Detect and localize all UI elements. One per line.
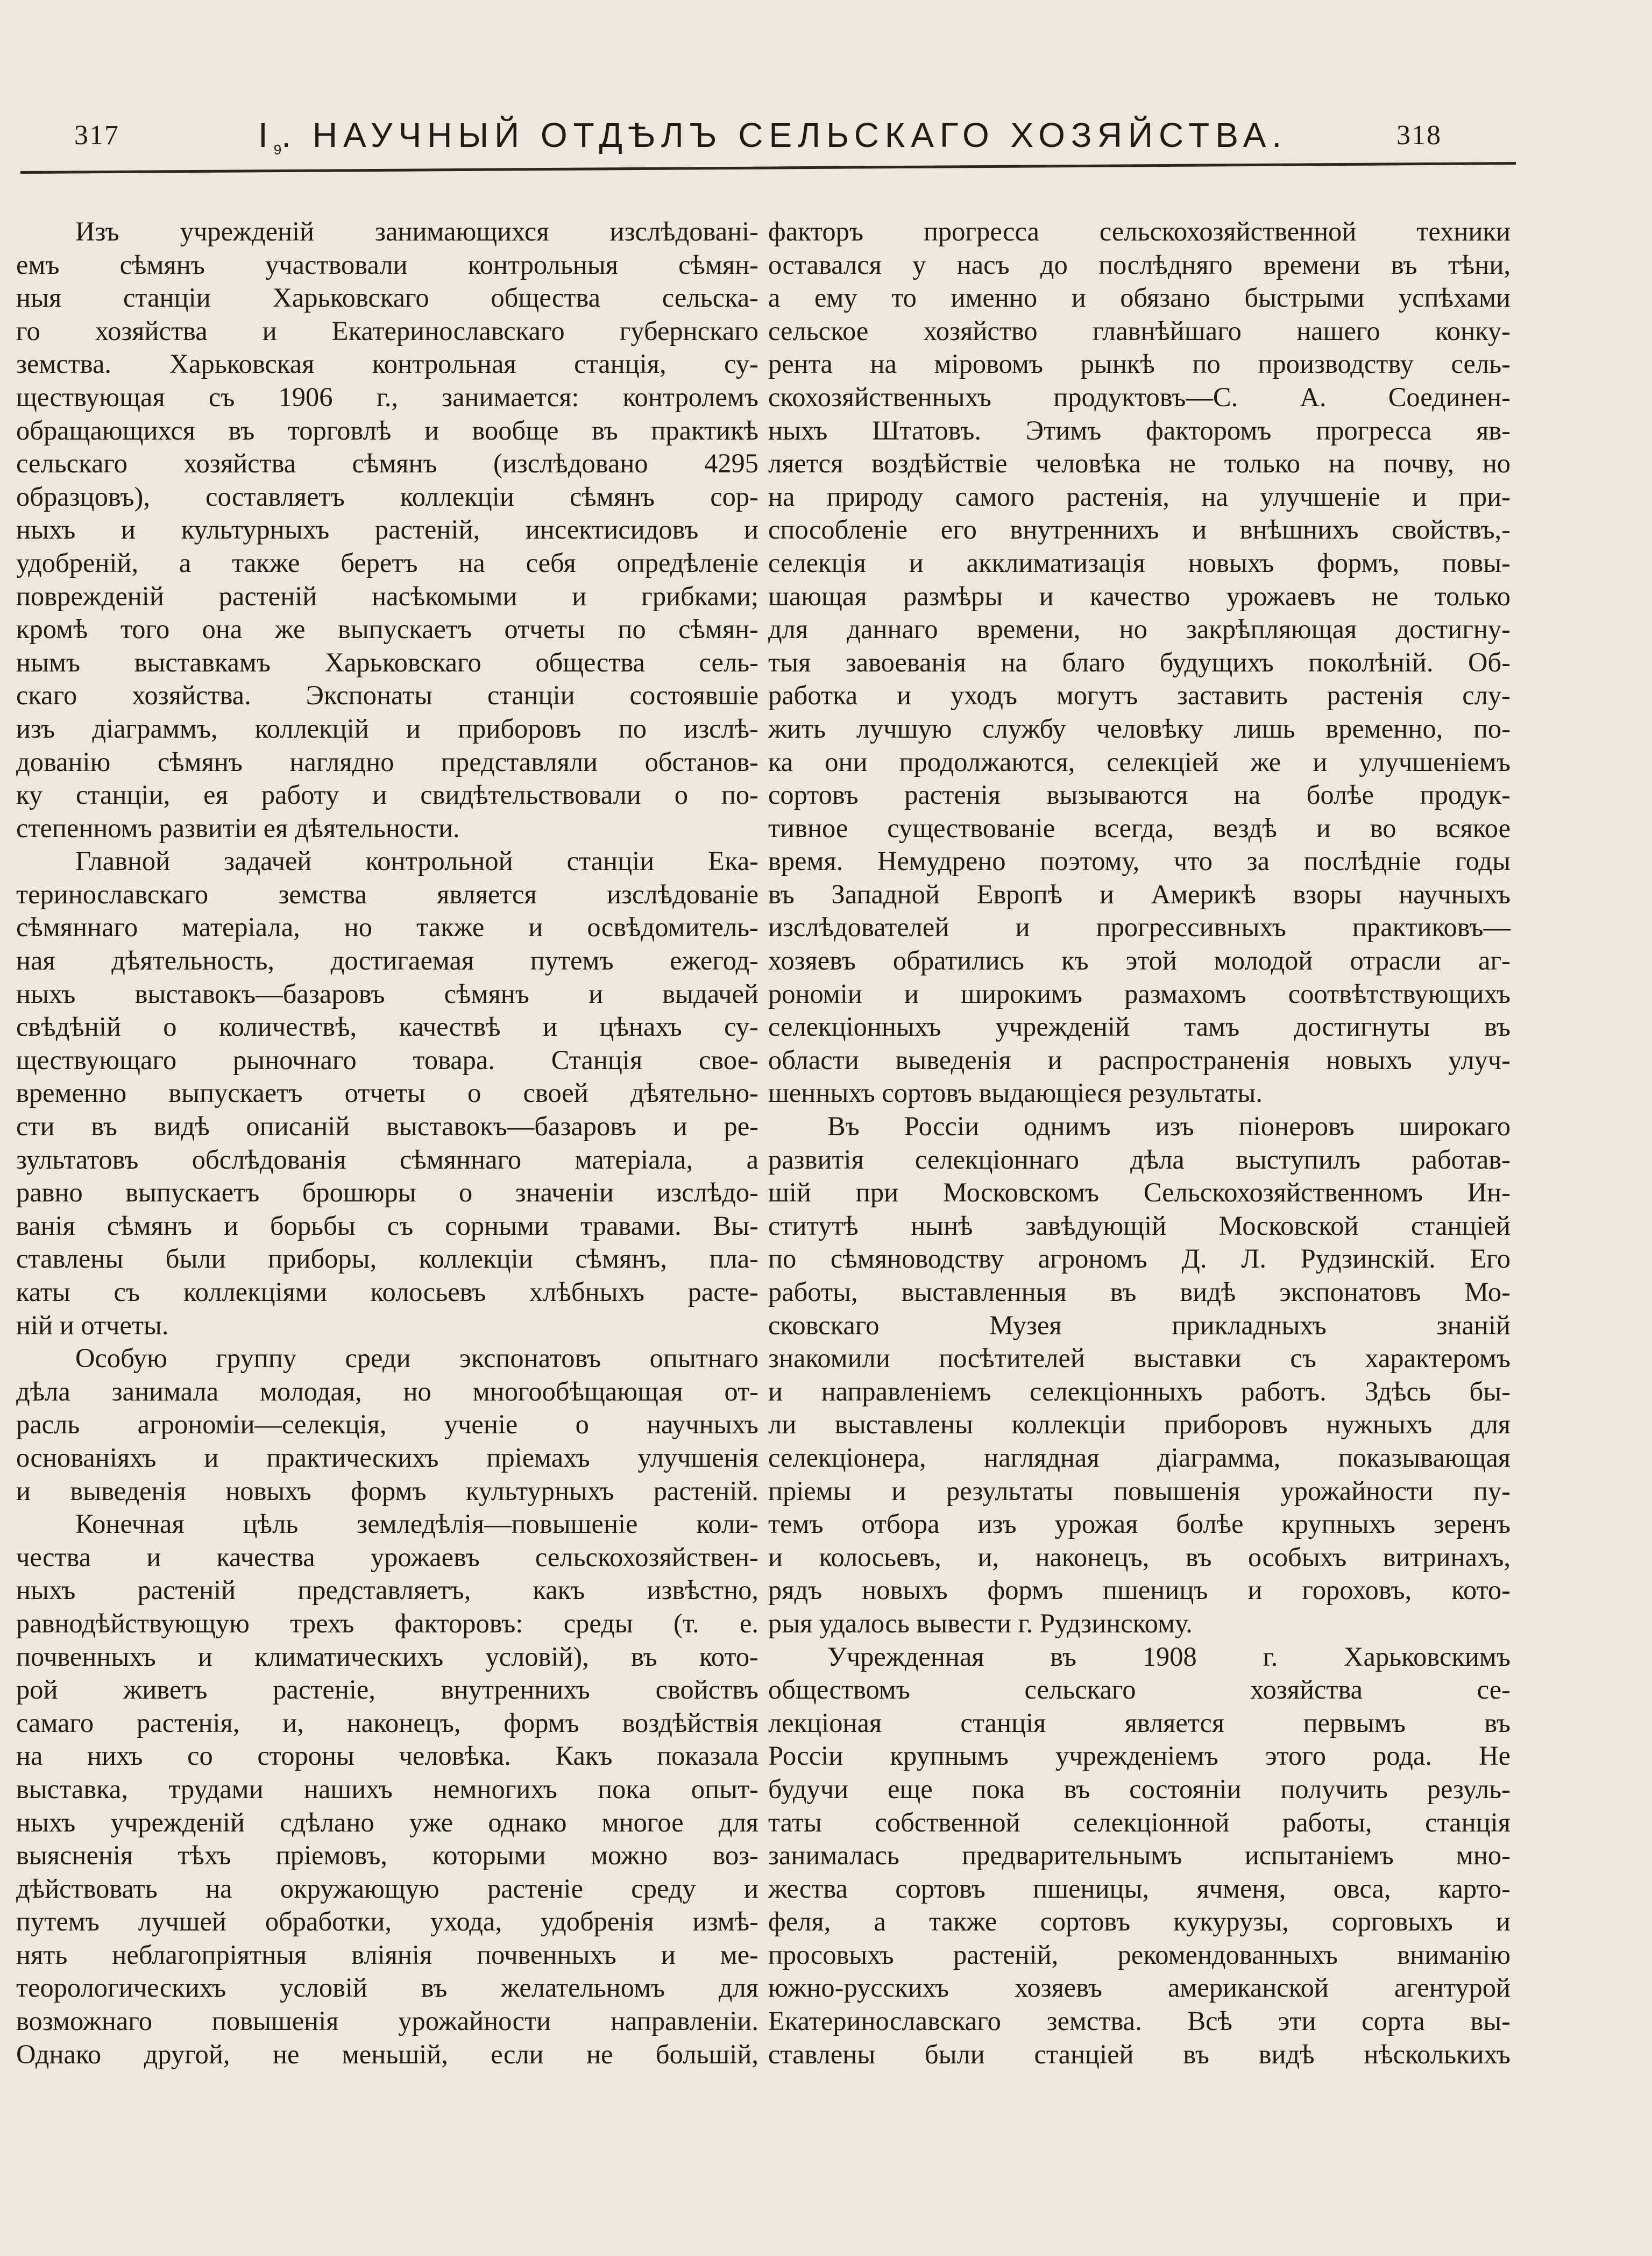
running-header-title <box>258 115 1288 158</box>
text-line: ществующая съ 1906 г., занимается: контролемъ <box>16 381 758 412</box>
text-line: Однако другой, не меньшій, если не большій, <box>16 2039 758 2069</box>
text-line: тыя завоеванія на благо будущихъ поколѣній. Об- <box>768 647 1511 677</box>
header-title-numeral: I <box>258 116 274 154</box>
text-line: способленіе его внутреннихъ и внѣшнихъ свойствъ,- <box>768 514 1511 545</box>
text-line: ставлены были станціей въ видѣ нѣсколькихъ <box>768 2039 1511 2069</box>
text-line: шающая размѣры и качество урожаевъ не только <box>768 581 1511 611</box>
text-line: будучи еще пока въ состояніи получить резуль- <box>768 1773 1511 1804</box>
text-line: ществующаго рыночнаго товара. Станція свое- <box>16 1044 758 1075</box>
text-line: Учрежденная въ 1908 г. Харьковскимъ <box>827 1641 1511 1672</box>
text-line: рядъ новыхъ формъ пшеницъ и гороховъ, кото- <box>768 1575 1511 1606</box>
header-rule <box>20 162 1516 174</box>
text-line: жить лучшую службу человѣку лишь временно, по- <box>768 713 1511 744</box>
text-line: хозяевъ обратились къ этой молодой отрасли аг- <box>768 945 1511 976</box>
text-line: рой живетъ растеніе, внутреннихъ свойствъ <box>16 1674 758 1705</box>
text-line: сельское хозяйство главнѣйшаго нашего конку- <box>768 315 1511 346</box>
text-line: сти въ видѣ описаній выставокъ—базаровъ и ре- <box>16 1111 758 1142</box>
text-line: Россіи крупнымъ учрежденіемъ этого рода. Не <box>768 1741 1511 1771</box>
text-line: ная дѣятельность, достигаемая путемъ ежегод- <box>16 945 758 976</box>
text-line: лекціоная станція является первымъ въ <box>768 1707 1511 1738</box>
text-line: и направленіемъ селекціонныхъ работъ. Здѣсь бы- <box>768 1376 1511 1406</box>
text-line: селекціонныхъ учрежденій тамъ достигнуты въ <box>768 1012 1511 1042</box>
text-line: Изъ учрежденій занимающихся изслѣдовані- <box>75 216 758 246</box>
text-line: скаго хозяйства. Экспонаты станціи состоявшіе <box>16 680 758 711</box>
text-line: основаніяхъ и практическихъ пріемахъ улучшенія <box>16 1442 758 1473</box>
text-line: феля, а также сортовъ кукурузы, сорговыхъ и <box>768 1906 1511 1937</box>
text-line: Главной задачей контрольной станціи Ека- <box>75 846 758 876</box>
text-line: изслѣдователей и прогрессивныхъ практиковъ— <box>768 912 1511 943</box>
text-line: ститутѣ нынѣ завѣдующій Московской станціей <box>768 1210 1511 1241</box>
text-line: сельскаго хозяйства сѣмянъ (изслѣдовано 4295 <box>16 448 758 479</box>
text-line: для даннаго времени, но закрѣпляющая достигну- <box>768 614 1511 645</box>
text-line: свѣдѣній о количествѣ, качествѣ и цѣнахъ су- <box>16 1012 758 1042</box>
text-line: дованію сѣмянъ наглядно представляли обстанов- <box>16 746 758 777</box>
text-line: знакомили посѣтителей выставки съ характеромъ <box>768 1343 1511 1374</box>
text-line: оставался у насъ до послѣдняго времени въ тѣни, <box>768 249 1511 280</box>
text-line: ли выставлены коллекціи приборовъ нужныхъ для <box>768 1409 1511 1440</box>
text-line: дѣла занимала молодая, но многообѣщающая от- <box>16 1376 758 1406</box>
text-line: ставлены были приборы, коллекціи сѣмянъ, пла- <box>16 1243 758 1274</box>
text-line: обращающихся въ торговлѣ и вообще въ практикѣ <box>16 415 758 445</box>
text-line: ныхъ Штатовъ. Этимъ факторомъ прогресса яв- <box>768 415 1511 445</box>
text-line: и выведенія новыхъ формъ культурныхъ растеній. <box>16 1475 758 1506</box>
text-line: нымъ выставкамъ Харьковскаго общества сель- <box>16 647 758 677</box>
text-line: жества сортовъ пшеницы, ячменя, овса, карто- <box>768 1873 1511 1904</box>
text-line: го хозяйства и Екатеринославскаго губернскаго <box>16 315 758 346</box>
page-number-left: 317 <box>74 120 119 151</box>
text-line: развитія селекціоннаго дѣла выступилъ работав- <box>768 1144 1511 1175</box>
text-line: дѣйствовать на окружающую растеніе среду и <box>16 1873 758 1904</box>
text-line: Екатеринославскаго земства. Всѣ эти сорта вы- <box>768 2006 1511 2036</box>
text-line: рента на міровомъ рынкѣ по производству сель- <box>768 349 1511 379</box>
text-line: просовыхъ растеній, рекомендованныхъ вниманію <box>768 1939 1511 1970</box>
text-line: сѣмяннаго матеріала, но также и освѣдомитель- <box>16 912 758 943</box>
text-line: факторъ прогресса сельскохозяйственной техники <box>768 216 1511 246</box>
text-line: въ Западной Европѣ и Америкѣ взоры научныхъ <box>768 879 1511 909</box>
text-line: чества и качества урожаевъ сельскохозяйствен- <box>16 1541 758 1572</box>
text-line: теорологическихъ условій въ желательномъ для <box>16 1972 758 2003</box>
text-line: ній и отчеты. <box>16 1310 169 1340</box>
text-line: выясненія тѣхъ пріемовъ, которыми можно воз- <box>16 1840 758 1871</box>
text-line: селекціонера, наглядная діаграмма, показывающая <box>768 1442 1511 1473</box>
header-title-text: . НАУЧНЫЙ ОТДѢЛЪ СЕЛЬСКАГО ХОЗЯЙСТВА. <box>281 116 1288 154</box>
text-line: рономіи и широкимъ размахомъ соотвѣтствующихъ <box>768 978 1511 1009</box>
text-line: пріемы и результаты повышенія урожайности пу- <box>768 1475 1511 1506</box>
page-number-right: 318 <box>1396 120 1442 151</box>
text-line: сортовъ растенія вызываются на болѣе продук- <box>768 780 1511 810</box>
text-line: работка и уходъ могутъ заставить растенія слу- <box>768 680 1511 711</box>
text-line: на нихъ со стороны человѣка. Какъ показала <box>16 1741 758 1771</box>
text-line: степенномъ развитіи ея дѣятельности. <box>16 812 460 843</box>
text-line: ныхъ выставокъ—базаровъ сѣмянъ и выдачей <box>16 978 758 1009</box>
text-line: а ему то именно и обязано быстрыми успѣхами <box>768 282 1511 313</box>
text-line: тивное существованіе всегда, вездѣ и во всякое <box>768 812 1511 843</box>
text-line: самаго растенія, и, наконецъ, формъ воздѣйствія <box>16 1707 758 1738</box>
text-line: шій при Московскомъ Сельскохозяйственномъ Ин- <box>768 1177 1511 1208</box>
text-line: равнодѣйствующую трехъ факторовъ: среды (т. е. <box>16 1608 758 1638</box>
text-line: выставка, трудами нашихъ немногихъ пока опыт- <box>16 1773 758 1804</box>
text-line: Особую группу среди экспонатовъ опытнаго <box>75 1343 758 1374</box>
text-line: темъ отбора изъ урожая болѣе крупныхъ зеренъ <box>768 1509 1511 1539</box>
text-line: емъ сѣмянъ участвовали контрольныя сѣмян- <box>16 249 758 280</box>
text-line: расль агрономіи—селекція, ученіе о научныхъ <box>16 1409 758 1440</box>
text-line: ляется воздѣйствіе человѣка не только на почву, но <box>768 448 1511 479</box>
text-line: работы, выставленныя въ видѣ экспонатовъ Мо- <box>768 1277 1511 1307</box>
text-line: изъ діаграммъ, коллекцій и приборовъ по изслѣ- <box>16 713 758 744</box>
right-text-column <box>768 215 1511 2071</box>
text-line: зультатовъ обслѣдованія сѣмяннаго матеріала, а <box>16 1144 758 1175</box>
text-line: Конечная цѣль земледѣлія—повышеніе коли- <box>75 1509 758 1539</box>
text-line: сковскаго Музея прикладныхъ знаній <box>768 1310 1511 1340</box>
text-line: образцовъ), составляетъ коллекціи сѣмянъ сор- <box>16 481 758 512</box>
text-line: занималась предварительнымъ испытаніемъ мно- <box>768 1840 1511 1871</box>
text-line: таты собственной селекціонной работы, станція <box>768 1807 1511 1837</box>
text-line: возможнаго повышенія урожайности направленіи. <box>16 2006 758 2036</box>
text-line: селекція и акклиматизація новыхъ формъ, повы- <box>768 547 1511 578</box>
text-line: нять неблагопріятныя вліянія почвенныхъ и ме- <box>16 1939 758 1970</box>
text-line: рыя удалось вывести г. Рудзинскому. <box>768 1608 1193 1638</box>
text-line: обществомъ сельскаго хозяйства се- <box>768 1674 1511 1705</box>
text-line: земства. Харьковская контрольная станція, су- <box>16 349 758 379</box>
text-line: ка они продолжаются, селекціей же и улучшеніемъ <box>768 746 1511 777</box>
text-line: ныхъ растеній представляетъ, какъ извѣстно, <box>16 1575 758 1606</box>
text-line: ныхъ учрежденій сдѣлано уже однако многое для <box>16 1807 758 1837</box>
text-line: Въ Россіи однимъ изъ піонеровъ широкаго <box>827 1111 1511 1142</box>
text-line: по сѣмяноводству агрономъ Д. Л. Рудзинскій. Его <box>768 1243 1511 1274</box>
left-text-column <box>16 215 758 2071</box>
text-line: области выведенія и распространенія новыхъ улуч- <box>768 1044 1511 1075</box>
text-line: каты съ коллекціями колосьевъ хлѣбныхъ расте- <box>16 1277 758 1307</box>
text-line: удобреній, а также беретъ на себя опредѣленіе <box>16 547 758 578</box>
text-line: теринославскаго земства является изслѣдованіе <box>16 879 758 909</box>
text-line: кромѣ того она же выпускаетъ отчеты по сѣмян- <box>16 614 758 645</box>
text-line: почвенныхъ и климатическихъ условій), въ кото- <box>16 1641 758 1672</box>
header-title-subscript: 9 <box>273 141 282 158</box>
text-line: и колосьевъ, и, наконецъ, въ особыхъ витринахъ, <box>768 1541 1511 1572</box>
text-line: на природу самого растенія, на улучшеніе и при- <box>768 481 1511 512</box>
text-line: временно выпускаетъ отчеты о своей дѣятельно- <box>16 1078 758 1108</box>
text-line: шенныхъ сортовъ выдающіеся результаты. <box>768 1078 1263 1108</box>
text-line: повреждeній растеній насѣкомыми и грибками; <box>16 581 758 611</box>
text-line: путемъ лучшей обработки, ухода, удобренія измѣ- <box>16 1906 758 1937</box>
text-line: скохозяйственныхъ продуктовъ—С. А. Соединен- <box>768 381 1511 412</box>
text-line: ванія сѣмянъ и борьбы съ сорными травами. Вы- <box>16 1210 758 1241</box>
text-line: ныя станціи Харьковскаго общества сельска- <box>16 282 758 313</box>
text-line: ныхъ и культурныхъ растеній, инсектисидовъ и <box>16 514 758 545</box>
text-line: южно-русскихъ хозяевъ американской агентурой <box>768 1972 1511 2003</box>
text-line: время. Немудрено поэтому, что за послѣдніе годы <box>768 846 1511 876</box>
text-line: ку станціи, ея работу и свидѣтельствовали о по- <box>16 780 758 810</box>
text-line: равно выпускаетъ брошюры о значеніи изслѣдо- <box>16 1177 758 1208</box>
